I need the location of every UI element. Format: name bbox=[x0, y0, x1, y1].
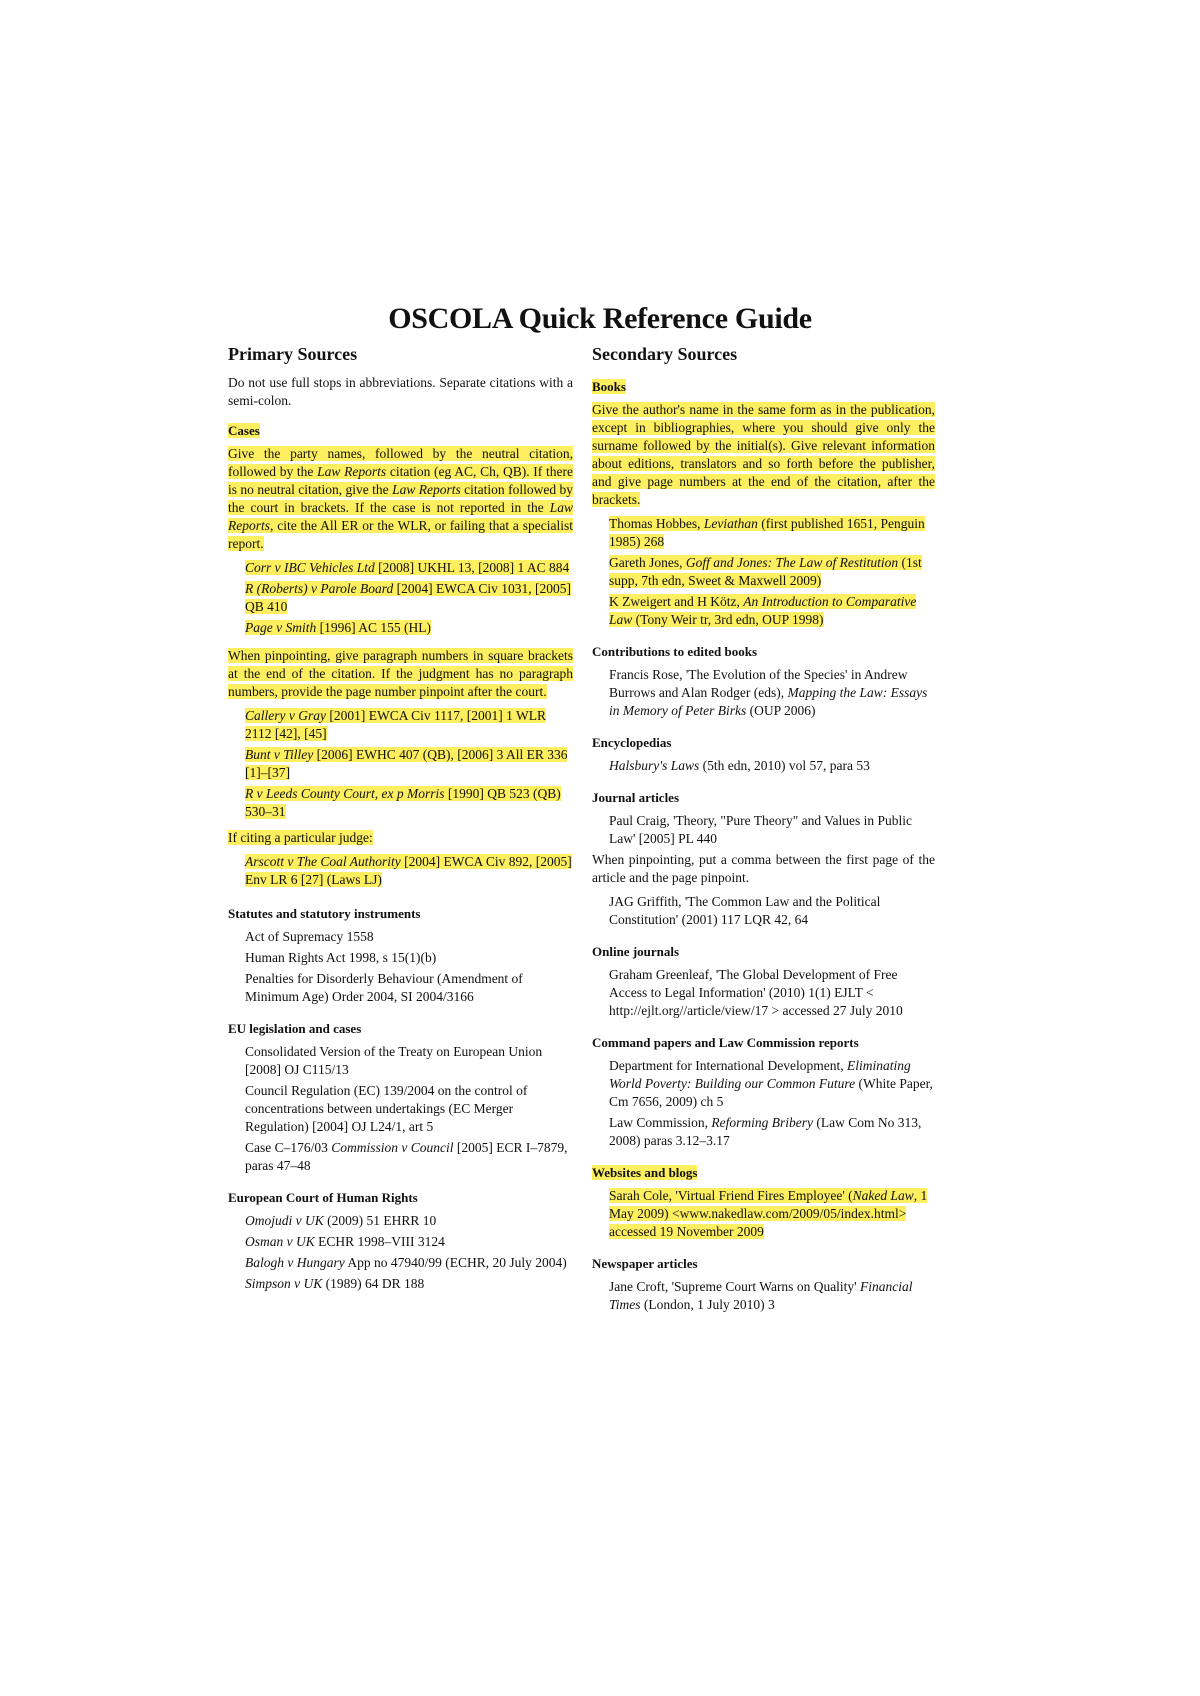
page-title: OSCOLA Quick Reference Guide bbox=[388, 302, 812, 335]
eu-heading: EU legislation and cases bbox=[228, 1021, 362, 1036]
encyclopedias-heading: Encyclopedias bbox=[592, 735, 672, 750]
eu-citation: Council Regulation (EC) 139/2004 on the control of concentrations between undertakings (EC Merger Regulation) [2004] OJ L24/1, art 5 bbox=[245, 1083, 528, 1134]
case-citation: R v Leeds County Court, ex p Morris [1990] QB 523 (QB) 530–31 bbox=[245, 786, 561, 819]
websites-heading: Websites and blogs bbox=[592, 1165, 698, 1180]
contribution-citation: Francis Rose, 'The Evolution of the Species' in Andrew Burrows and Alan Rodger (eds), Mapping the Law: Essays in Memory of Peter Birks (OUP 2006) bbox=[609, 667, 928, 718]
case-citation: Page v Smith [1996] AC 155 (HL) bbox=[245, 620, 431, 635]
case-citation: Callery v Gray [2001] EWCA Civ 1117, [2001] 1 WLR 2112 [42], [45] bbox=[245, 708, 546, 741]
judge-heading: If citing a particular judge: bbox=[228, 830, 373, 845]
newspaper-citation: Jane Croft, 'Supreme Court Warns on Quality' Financial Times (London, 1 July 2010) 3 bbox=[609, 1279, 913, 1312]
cases-instructions: Give the party names, followed by the neutral citation, followed by the Law Reports citation (eg AC, Ch, QB). If there is no neutral citation, give the Law Reports citation followed by the court in brackets. If the case is not reported in the Law Reports, cite the All ER or the WLR, or failing that a specialist report. bbox=[228, 446, 573, 551]
command-paper-citation: Law Commission, Reforming Bribery (Law Com No 313, 2008) paras 3.12–3.17 bbox=[609, 1115, 922, 1148]
journal-articles-heading: Journal articles bbox=[592, 790, 680, 805]
command-paper-citation: Department for International Development, Eliminating World Poverty: Building our Common Future (White Paper, Cm 7656, 2009) ch 5 bbox=[609, 1058, 933, 1109]
secondary-sources-column bbox=[592, 342, 935, 1317]
book-citation: K Zweigert and H Kötz, An Introduction to Comparative Law (Tony Weir tr, 3rd edn, OUP 1998) bbox=[609, 594, 917, 627]
pinpoint-instructions: When pinpointing, give paragraph numbers in square brackets at the end of the citation. If the judgment has no paragraph numbers, provide the page number pinpoint after the court. bbox=[228, 648, 573, 699]
secondary-sources-heading: Secondary Sources bbox=[592, 344, 738, 364]
echr-citation: Osman v UK ECHR 1998–VIII 3124 bbox=[245, 1234, 445, 1249]
eu-citation: Case C–176/03 Commission v Council [2005] ECR I–7879, paras 47–48 bbox=[245, 1140, 568, 1173]
case-citation: Corr v IBC Vehicles Ltd [2008] UKHL 13, [2008] 1 AC 884 bbox=[245, 560, 570, 575]
book-citation: Thomas Hobbes, Leviathan (first published 1651, Penguin 1985) 268 bbox=[609, 516, 925, 549]
contributions-heading: Contributions to edited books bbox=[592, 644, 758, 659]
echr-citation: Omojudi v UK (2009) 51 EHRR 10 bbox=[245, 1213, 437, 1228]
statute-citation: Act of Supremacy 1558 bbox=[245, 929, 374, 944]
statute-citation: Penalties for Disorderly Behaviour (Amendment of Minimum Age) Order 2004, SI 2004/3166 bbox=[245, 971, 523, 1004]
book-citation: Gareth Jones, Goff and Jones: The Law of Restitution (1st supp, 7th edn, Sweet & Maxwell 2009) bbox=[609, 555, 922, 588]
online-journals-heading: Online journals bbox=[592, 944, 680, 959]
case-citations bbox=[228, 559, 573, 637]
primary-sources-column bbox=[228, 342, 573, 1296]
command-papers-heading: Command papers and Law Commission reports bbox=[592, 1035, 859, 1050]
journal-pinpoint-note: When pinpointing, put a comma between the first page of the article and the page pinpoint. bbox=[592, 852, 935, 885]
books-instructions: Give the author's name in the same form as in the publication, except in bibliographies, where you should give only the surname followed by the initial(s). Give relevant information about editions, translators and so forth before the publisher, and give page numbers at the end of the citation, after the brackets. bbox=[592, 402, 935, 507]
website-citation: Sarah Cole, 'Virtual Friend Fires Employee' (Naked Law, 1 May 2009) <www.nakedlaw.com/2009/05/index.html> accessed 19 November 2009 bbox=[609, 1188, 928, 1239]
case-citation: R (Roberts) v Parole Board [2004] EWCA Civ 1031, [2005] QB 410 bbox=[245, 581, 571, 614]
statutes-heading: Statutes and statutory instruments bbox=[228, 906, 421, 921]
echr-heading: European Court of Human Rights bbox=[228, 1190, 418, 1205]
online-journal-citation: Graham Greenleaf, 'The Global Development of Free Access to Legal Information' (2010) 1(1) EJLT < http://ejlt.org//article/view/17 > accessed 27 July 2010 bbox=[609, 967, 903, 1018]
journal-citation: JAG Griffith, 'The Common Law and the Political Constitution' (2001) 117 LQR 42, 64 bbox=[609, 894, 881, 927]
pinpoint-citations bbox=[228, 707, 573, 821]
primary-intro: Do not use full stops in abbreviations. Separate citations with a semi-colon. bbox=[228, 375, 573, 408]
cases-heading: Cases bbox=[228, 423, 260, 438]
journal-citation: Paul Craig, 'Theory, "Pure Theory" and Values in Public Law' [2005] PL 440 bbox=[609, 813, 913, 846]
eu-citation: Consolidated Version of the Treaty on European Union [2008] OJ C115/13 bbox=[245, 1044, 543, 1077]
books-heading: Books bbox=[592, 379, 626, 394]
echr-citation: Balogh v Hungary App no 47940/99 (ECHR, 20 July 2004) bbox=[245, 1255, 567, 1270]
statute-citation: Human Rights Act 1998, s 15(1)(b) bbox=[245, 950, 437, 965]
newspaper-heading: Newspaper articles bbox=[592, 1256, 698, 1271]
encyclopedia-citation: Halsbury's Laws (5th edn, 2010) vol 57, para 53 bbox=[609, 758, 870, 773]
case-citation: Bunt v Tilley [2006] EWHC 407 (QB), [2006] 3 All ER 336 [1]–[37] bbox=[245, 747, 568, 780]
case-citation: Arscott v The Coal Authority [2004] EWCA Civ 892, [2005] Env LR 6 [27] (Laws LJ) bbox=[245, 854, 572, 887]
primary-sources-heading: Primary Sources bbox=[228, 344, 358, 364]
echr-citation: Simpson v UK (1989) 64 DR 188 bbox=[245, 1276, 425, 1291]
